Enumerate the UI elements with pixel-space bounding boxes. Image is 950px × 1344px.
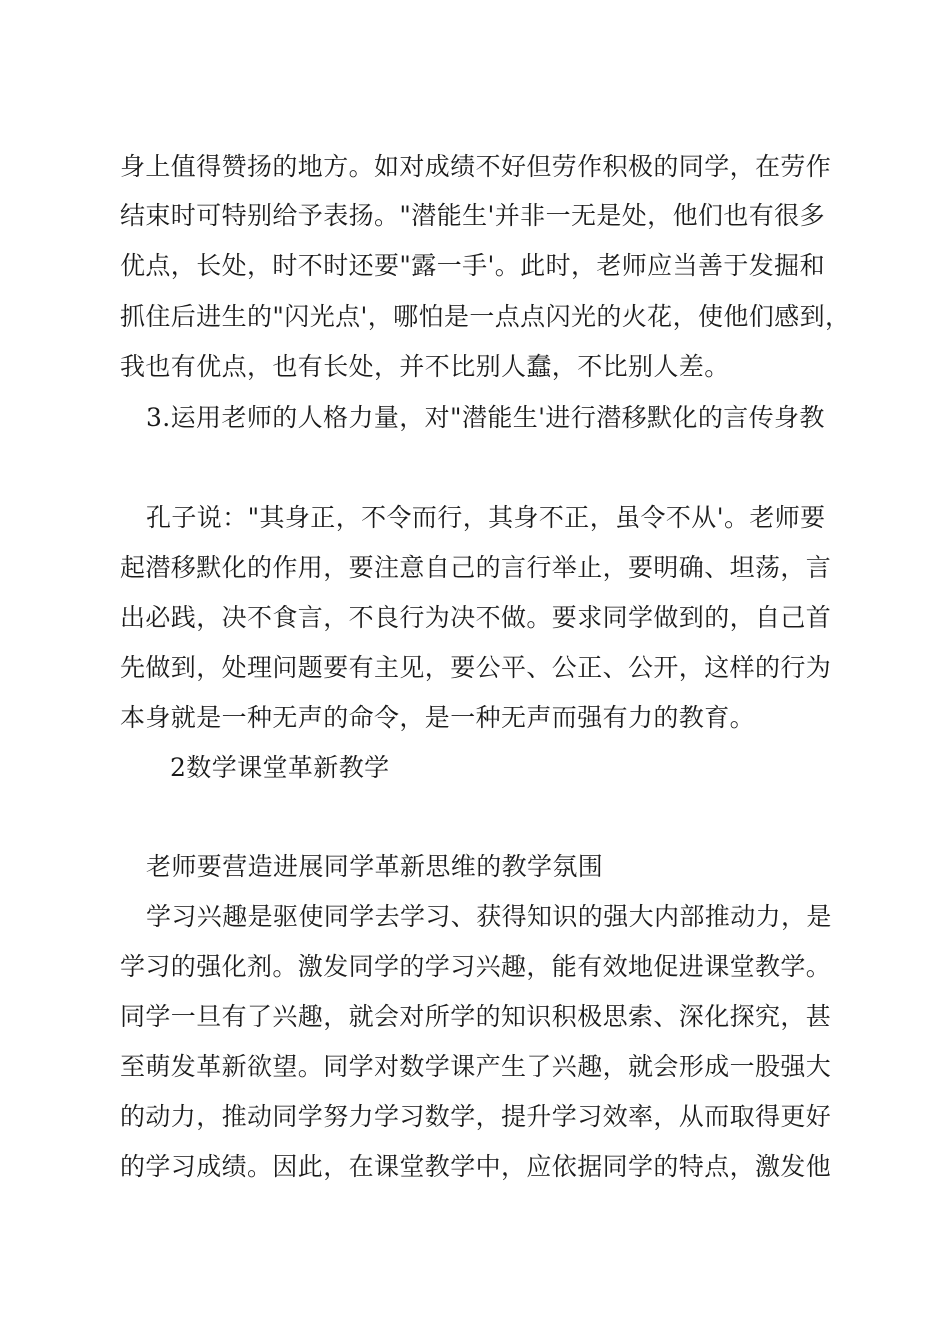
paragraph-line: 先做到，处理问题要有主见，要公平、公正、公开，这样的行为 [120,653,832,682]
paragraph-line: 身上值得赞扬的地方。如对成绩不好但劳作积极的同学，在劳作 [120,152,832,181]
paragraph-line: 至萌发革新欲望。同学对数学课产生了兴趣，就会形成一股强大 [120,1052,832,1081]
item-heading: 3.运用老师的人格力量，对"潜能生'进行潜移默化的言传身教 [146,403,825,432]
paragraph-line: 学习的强化剂。激发同学的学习兴趣，能有效地促进课堂教学。 [120,952,832,981]
paragraph-line: 出必践，决不食言，不良行为决不做。要求同学做到的，自己首 [120,603,832,632]
paragraph-line: 我也有优点，也有长处，并不比别人蠢，不比别人差。 [120,352,730,381]
paragraph-line: 优点，长处，时不时还要"露一手'。此时，老师应当善于发掘和 [120,251,825,280]
paragraph-line: 结束时可特别给予表扬。"潜能生'并非一无是处，他们也有很多 [120,201,825,230]
section-heading: 2数学课堂革新教学 [170,753,390,782]
subheading: 老师要营造进展同学革新思维的教学氛围 [146,852,604,881]
paragraph-line: 抓住后进生的"闪光点'，哪怕是一点点闪光的火花，使他们感到， [120,302,851,331]
paragraph-line: 的学习成绩。因此，在课堂教学中，应依据同学的特点，激发他 [120,1152,832,1181]
paragraph-line: 本身就是一种无声的命令，是一种无声而强有力的教育。 [120,703,756,732]
paragraph-line: 起潜移默化的作用，要注意自己的言行举止，要明确、坦荡，言 [120,553,832,582]
paragraph-line: 学习兴趣是驱使同学去学习、获得知识的强大内部推动力，是 [146,902,832,931]
paragraph-line: 同学一旦有了兴趣，就会对所学的知识积极思索、深化探究，甚 [120,1002,832,1031]
paragraph-line: 孔子说："其身正，不令而行，其身不正，虽令不从'。老师要 [146,503,826,532]
paragraph-line: 的动力，推动同学努力学习数学，提升学习效率，从而取得更好 [120,1102,832,1131]
